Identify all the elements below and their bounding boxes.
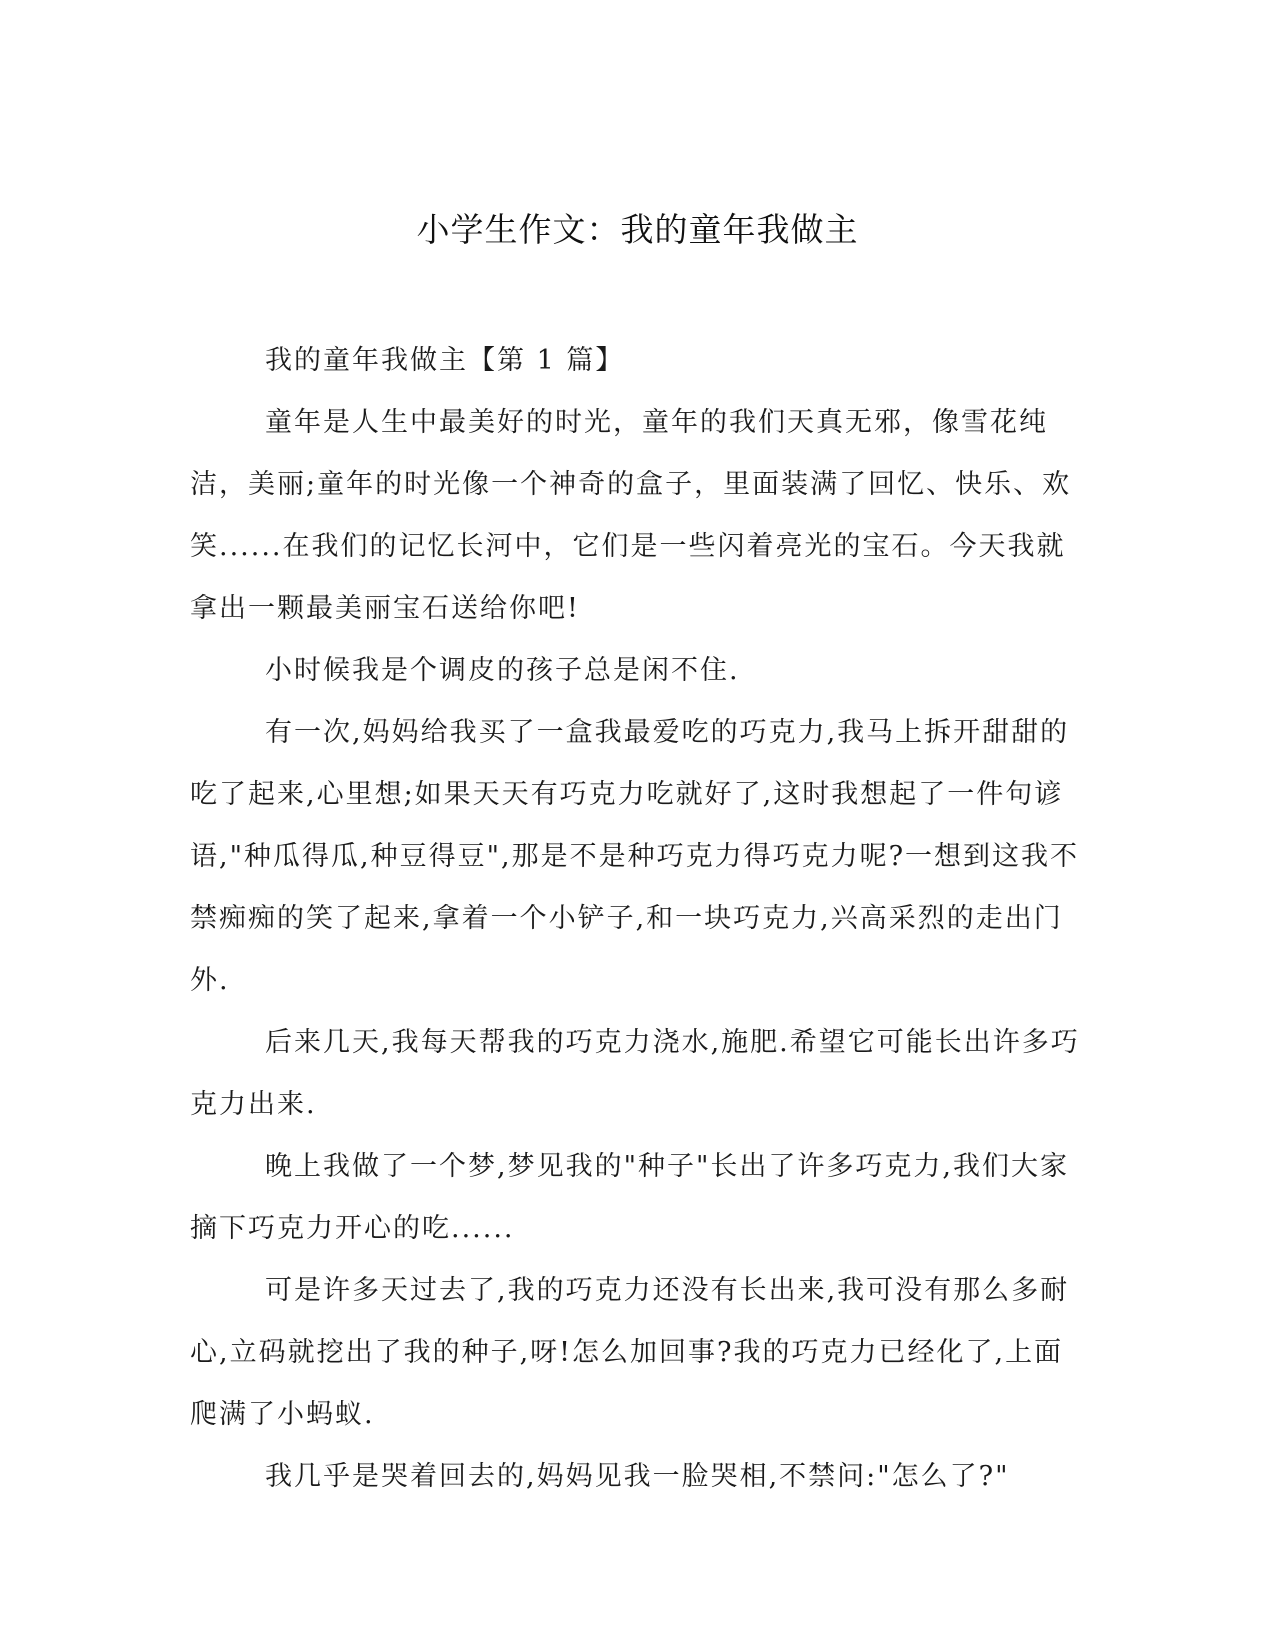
paragraph: 有一次,妈妈给我买了一盒我最爱吃的巧克力,我马上拆开甜甜的吃了起来,心里想;如果天天有巧克力吃就好了,这时我想起了一件句谚语,"种瓜得瓜,种豆得豆",那是不是种巧克力得巧克力呢?一想到这我不禁痴痴的笑了起来,拿着一个小铲子,和一块巧克力,兴高采烈的走出门外.	[190, 717, 1080, 996]
document-body	[190, 330, 1080, 1508]
section-heading: 我的童年我做主【第 1 篇】	[265, 345, 625, 376]
paragraph: 小时候我是个调皮的孩子总是闲不住.	[265, 655, 740, 686]
paragraph: 后来几天,我每天帮我的巧克力浇水,施肥.希望它可能长出许多巧克力出来.	[190, 1027, 1080, 1120]
paragraph: 可是许多天过去了,我的巧克力还没有长出来,我可没有那么多耐心,立码就挖出了我的种子,呀!怎么加回事?我的巧克力已经化了,上面爬满了小蚂蚁.	[190, 1275, 1070, 1430]
paragraph: 童年是人生中最美好的时光，童年的我们天真无邪，像雪花纯洁，美丽;童年的时光像一个神奇的盒子，里面装满了回忆、快乐、欢笑......在我们的记忆长河中，它们是一些闪着亮光的宝石。今天我就拿出一颗最美丽宝石送给你吧!	[190, 407, 1072, 624]
document-title: 小学生作文：我的童年我做主	[416, 210, 859, 249]
paragraph: 我几乎是哭着回去的,妈妈见我一脸哭相,不禁问:"怎么了?"	[265, 1461, 1010, 1492]
paragraph: 晚上我做了一个梦,梦见我的"种子"长出了许多巧克力,我们大家摘下巧克力开心的吃......	[190, 1151, 1070, 1244]
